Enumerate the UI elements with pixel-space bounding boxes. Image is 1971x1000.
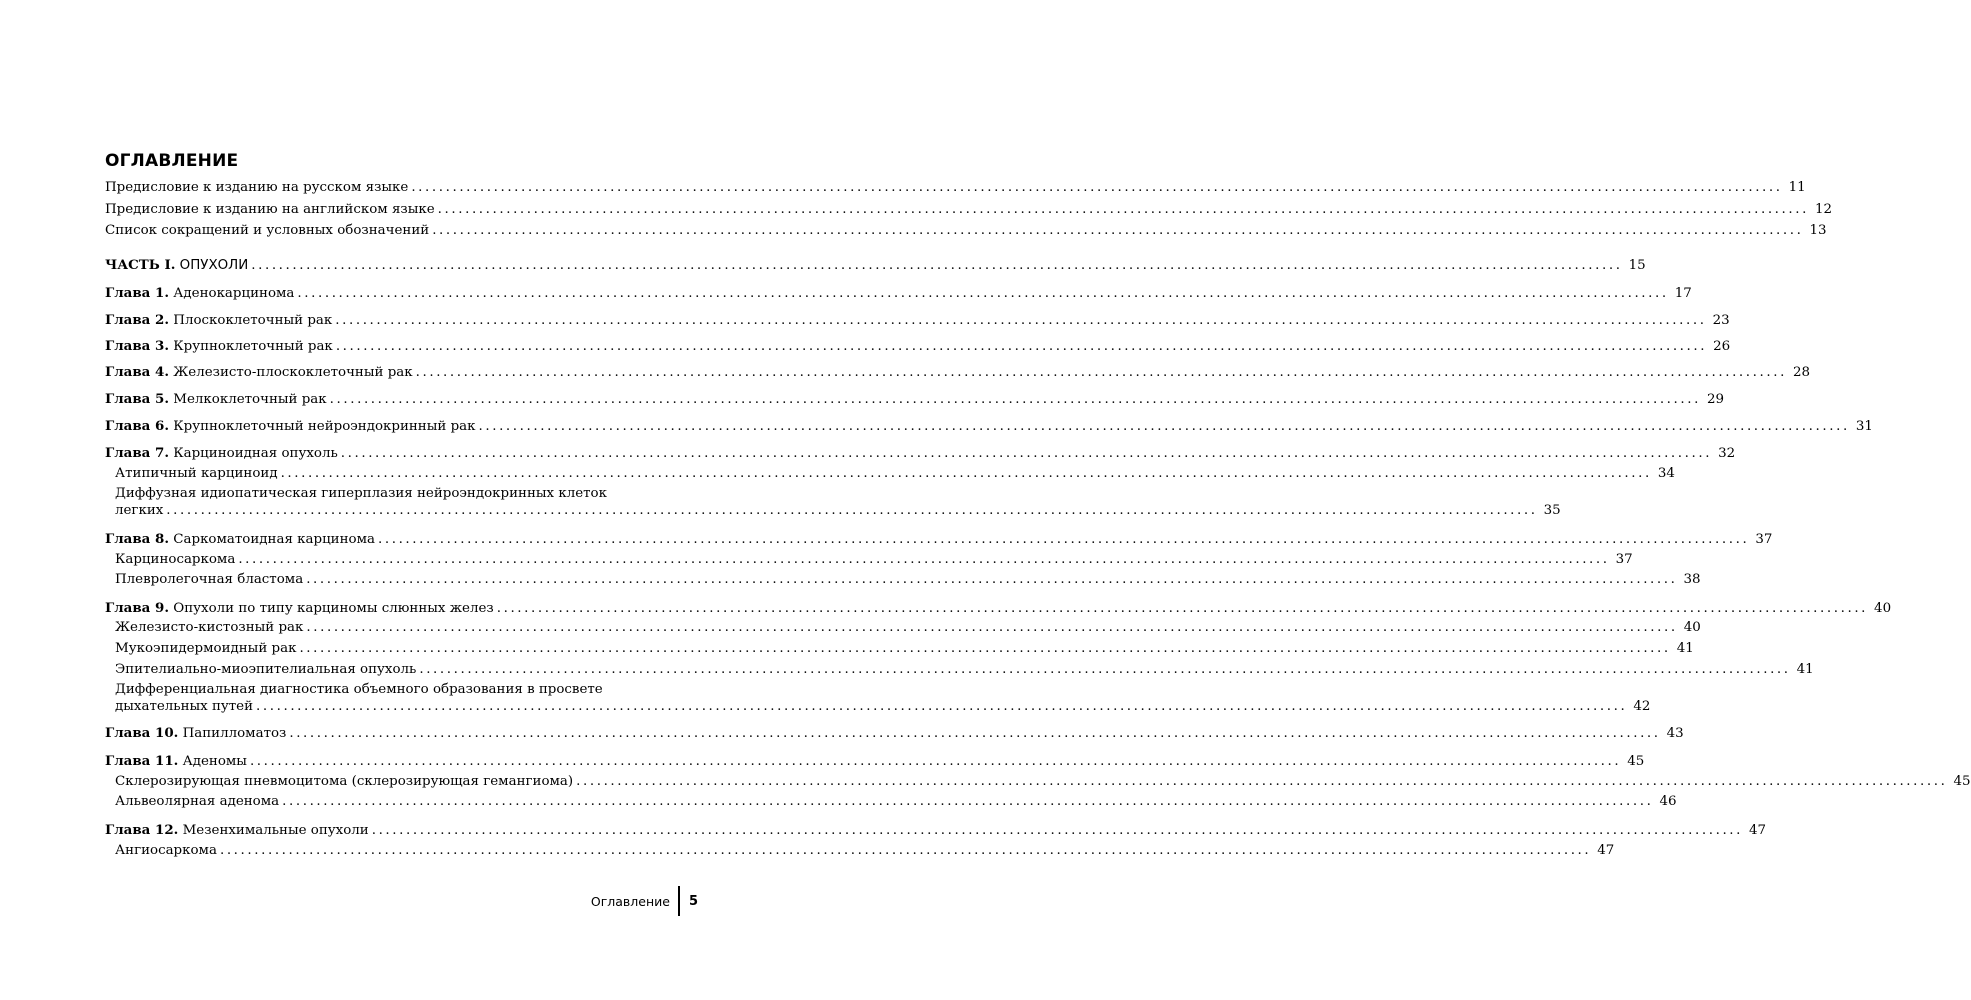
toc-leader: ........................................................................................................................................................................................................: [238, 552, 1610, 567]
toc-chapter-entry[interactable]: [105, 820, 1767, 840]
toc-chapter-prefix: Глава 10.: [105, 725, 179, 741]
toc-leader: ........................................................................................................................................................................................................: [335, 339, 1708, 354]
toc-page-number: 17: [1674, 286, 1692, 301]
toc-subentry[interactable]: [115, 618, 1701, 638]
toc-subentry[interactable]: [115, 639, 1694, 659]
toc-chapter-entry[interactable]: [105, 443, 1736, 463]
toc-leader: ........................................................................................................................................................................................................: [282, 794, 1654, 809]
toc-chapter-prefix: Глава 3.: [105, 338, 169, 354]
toc-chapter-entry[interactable]: [105, 416, 1873, 436]
toc-leader: ........................................................................................................................................................................................................: [432, 223, 1804, 238]
toc-page-number: 41: [1796, 662, 1814, 677]
toc-leader: ........................................................................................................................................................................................................: [249, 754, 1622, 769]
toc-subentry[interactable]: [115, 660, 1814, 680]
toc-leader: ........................................................................................................................................................................................................: [496, 601, 1869, 616]
page-footer: [591, 886, 698, 916]
toc-leader: ........................................................................................................................................................................................................: [280, 466, 1652, 481]
toc-leader: ........................................................................................................................................................................................................: [576, 774, 1948, 789]
toc-chapter-title: [105, 389, 327, 410]
toc-entry-title: Предисловие к изданию на русском языке: [105, 180, 409, 195]
toc-leader: ........................................................................................................................................................................................................: [415, 365, 1787, 380]
toc-subentry-title: Склерозирующая пневмоцитома (склерозирующая гемангиома): [115, 774, 574, 789]
toc-chapter-title: [105, 723, 286, 744]
toc-page-number: 47: [1749, 823, 1767, 838]
toc-leader: ........................................................................................................................................................................................................: [297, 286, 1669, 301]
toc-chapter-label: Крупноклеточный нейроэндокринный рак: [173, 419, 476, 434]
toc-leader: ........................................................................................................................................................................................................: [478, 419, 1850, 434]
toc-subentry-title-line[interactable]: Диффузная идиопатическая гиперплазия нейроэндокринных клеток: [115, 486, 607, 501]
toc-subentry-title: Железисто-кистозный рак: [115, 620, 304, 635]
toc-chapter-title: [105, 310, 332, 331]
toc-page-number: 28: [1792, 365, 1810, 380]
toc-leader: ........................................................................................................................................................................................................: [219, 843, 1592, 858]
toc-subentry[interactable]: [115, 841, 1615, 861]
toc-chapter-title: [105, 283, 294, 304]
toc-chapter-label: Папилломатоз: [182, 726, 287, 741]
toc-page-number: 37: [1755, 532, 1773, 547]
toc-leader: ........................................................................................................................................................................................................: [306, 620, 1678, 635]
toc-subentry[interactable]: [115, 501, 1561, 521]
toc-leader: ........................................................................................................................................................................................................: [378, 532, 1750, 547]
toc-leader: ........................................................................................................................................................................................................: [329, 392, 1701, 407]
toc-chapter-entry[interactable]: [105, 283, 1692, 303]
toc-subentry-title: Ангиосаркома: [115, 843, 217, 858]
toc-chapter-title: [105, 529, 375, 550]
toc-chapter-entry[interactable]: [105, 529, 1773, 549]
toc-page-number: 23: [1712, 313, 1730, 328]
toc-page-number: 11: [1788, 180, 1806, 195]
toc-chapter-label: Плоскоклеточный рак: [173, 313, 333, 328]
toc-leader: ........................................................................................................................................................................................................: [251, 258, 1623, 273]
toc-page-number: 45: [1953, 774, 1971, 789]
toc-chapter-label: Саркоматоидная карцинома: [173, 532, 375, 547]
toc-subentry-title: Плевролегочная бластома: [115, 572, 304, 587]
toc-chapter-entry[interactable]: [105, 751, 1645, 771]
toc-part-label: ОПУХОЛИ: [179, 258, 249, 273]
toc-leader: ........................................................................................................................................................................................................: [419, 662, 1791, 677]
toc-page-number: 32: [1718, 446, 1736, 461]
toc-chapter-prefix: Глава 9.: [105, 600, 169, 616]
toc-page-number: 12: [1814, 202, 1833, 217]
toc-chapter-label: Железисто-плоскоклеточный рак: [173, 365, 413, 380]
toc-chapter-title: [105, 598, 494, 619]
toc-page-number: 40: [1874, 601, 1892, 616]
toc-subentry-title: дыхательных путей: [115, 699, 254, 714]
toc-leader: ........................................................................................................................................................................................................: [335, 313, 1707, 328]
toc-chapter-label: Крупноклеточный рак: [173, 339, 333, 354]
toc-chapter-title: [105, 443, 338, 464]
toc-chapter-title: [105, 751, 247, 772]
toc-page-number: 26: [1713, 339, 1731, 354]
toc-entry[interactable]: [105, 200, 1833, 220]
toc-chapter-prefix: Глава 6.: [105, 418, 169, 434]
toc-page-number: 34: [1657, 466, 1675, 481]
toc-chapter-title: [105, 820, 369, 841]
toc-part-entry[interactable]: [105, 255, 1646, 275]
toc-chapter-title: [105, 362, 413, 383]
toc-chapter-label: Карциноидная опухоль: [173, 446, 338, 461]
toc-leader: ........................................................................................................................................................................................................: [411, 180, 1783, 195]
toc-entry-title: Список сокращений и условных обозначений: [105, 223, 430, 238]
toc-chapter-prefix: Глава 1.: [105, 285, 169, 301]
toc-subentry[interactable]: [115, 570, 1701, 590]
toc-page-number: 35: [1543, 503, 1561, 518]
toc-page-number: 29: [1706, 392, 1725, 407]
toc-chapter-label: Аденокарцинома: [173, 286, 295, 301]
toc-leader: ........................................................................................................................................................................................................: [256, 699, 1628, 714]
toc-heading: ОГЛАВЛЕНИЕ: [105, 151, 239, 171]
toc-subentry[interactable]: [115, 697, 1651, 717]
toc-subentry-title-line[interactable]: Дифференциальная диагностика объемного образования в просвете: [115, 682, 603, 697]
toc-entry[interactable]: [105, 221, 1827, 241]
toc-chapter-prefix: Глава 7.: [105, 445, 169, 461]
toc-subentry-title: Альвеолярная аденома: [115, 794, 280, 809]
toc-subentry[interactable]: [115, 464, 1675, 484]
toc-entry-title: Предисловие к изданию на английском языке: [105, 202, 435, 217]
toc-chapter-prefix: Глава 4.: [105, 364, 169, 380]
toc-chapter-prefix: Глава 5.: [105, 391, 169, 407]
toc-leader: ........................................................................................................................................................................................................: [437, 202, 1809, 217]
toc-chapter-entry[interactable]: [105, 336, 1731, 356]
toc-subentry-title: Эпителиально-миоэпителиальная опухоль: [115, 662, 417, 677]
toc-page-number: 46: [1659, 794, 1677, 809]
toc-page-number: 38: [1683, 572, 1701, 587]
toc-page-number: 13: [1809, 223, 1827, 238]
toc-page-number: 15: [1628, 258, 1646, 273]
toc-chapter-title: [105, 416, 476, 437]
toc-subentry-title: Мукоэпидермоидный рак: [115, 641, 297, 656]
toc-leader: ........................................................................................................................................................................................................: [306, 572, 1678, 587]
toc-leader: ........................................................................................................................................................................................................: [371, 823, 1744, 838]
toc-page-number: 43: [1666, 726, 1684, 741]
running-footer-title: Оглавление: [590, 893, 670, 909]
toc-chapter-label: Аденомы: [182, 754, 247, 769]
toc-leader: ........................................................................................................................................................................................................: [340, 446, 1713, 461]
toc-page-number: 47: [1597, 843, 1615, 858]
toc-chapter-entry[interactable]: [105, 310, 1730, 330]
toc-chapter-prefix: Глава 2.: [105, 312, 169, 328]
toc-page-number: 40: [1683, 620, 1701, 635]
toc-part-title: [105, 255, 248, 276]
toc-chapter-prefix: Глава 11.: [105, 753, 179, 769]
toc-chapter-label: Опухоли по типу карциномы слюнных желез: [173, 601, 494, 616]
toc-entry[interactable]: [105, 178, 1806, 198]
toc-page-number: 37: [1615, 552, 1633, 567]
toc-subentry[interactable]: [115, 792, 1677, 812]
toc-subentry-title: легких: [115, 503, 164, 518]
toc-chapter-prefix: Глава 12.: [105, 822, 179, 838]
toc-leader: ........................................................................................................................................................................................................: [166, 503, 1538, 518]
toc-chapter-label: Мелкоклеточный рак: [173, 392, 327, 407]
toc-chapter-entry[interactable]: [105, 362, 1810, 382]
toc-subentry[interactable]: [115, 772, 1971, 792]
toc-page-number: 45: [1627, 754, 1645, 769]
toc-subentry[interactable]: [115, 550, 1633, 570]
toc-leader: ........................................................................................................................................................................................................: [299, 641, 1671, 656]
toc-chapter-title: [105, 336, 333, 357]
toc-part-prefix: ЧАСТЬ I.: [105, 257, 176, 273]
toc-subentry-title: Атипичный карциноид: [115, 466, 278, 481]
toc-page-number: 42: [1633, 699, 1651, 714]
page-number: 5: [688, 893, 698, 909]
toc-chapter-prefix: Глава 8.: [105, 531, 169, 547]
toc-chapter-label: Мезенхимальные опухоли: [182, 823, 369, 838]
toc-subentry-title: Карциносаркома: [115, 552, 236, 567]
toc-page-number: 41: [1676, 641, 1694, 656]
toc-chapter-entry[interactable]: [105, 389, 1725, 409]
toc-chapter-entry[interactable]: [105, 723, 1684, 743]
toc-leader: ........................................................................................................................................................................................................: [289, 726, 1661, 741]
toc-chapter-entry[interactable]: [105, 598, 1892, 618]
toc-page-number: 31: [1855, 419, 1873, 434]
